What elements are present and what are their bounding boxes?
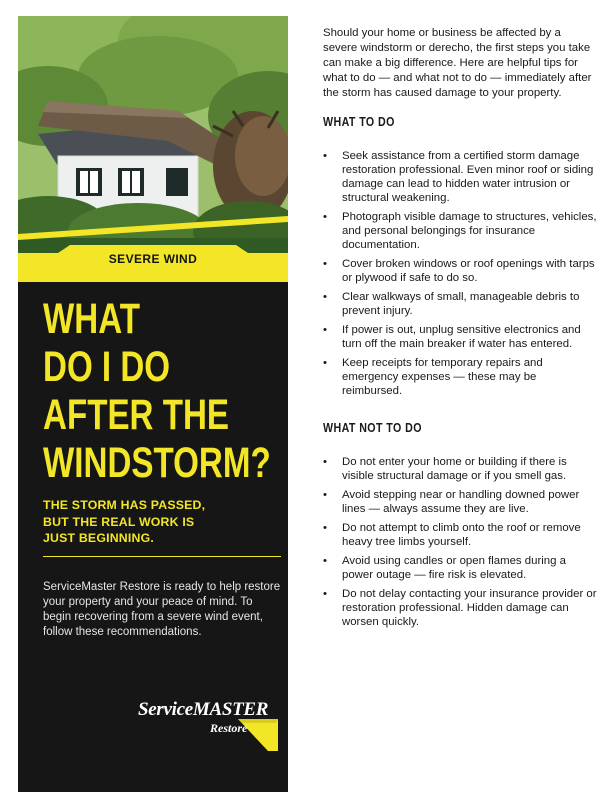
servicemaster-restore-logo <box>118 699 288 759</box>
list-item: • Avoid using candles or open flames during a power outage — fire risk is elevated. <box>323 555 566 581</box>
bullet-icon: • <box>323 456 327 468</box>
bullet-icon: • <box>323 357 327 369</box>
headline <box>43 296 271 488</box>
list-item: • Clear walkways of small, manageable debris to prevent injury. <box>323 291 580 317</box>
bullet-icon: • <box>323 211 327 223</box>
headline-line: WHAT <box>43 296 140 343</box>
subheadline-line: BUT THE REAL WORK IS <box>43 514 195 529</box>
bullet-icon: • <box>323 522 327 534</box>
bullet-icon: • <box>323 291 327 303</box>
headline-line: AFTER THE <box>43 392 230 439</box>
category-label: SEVERE WIND <box>108 252 198 266</box>
bullet-icon: • <box>323 258 327 270</box>
what-not-to-do-heading: WHAT NOT TO DO <box>323 420 422 435</box>
what-not-to-do-list <box>323 455 598 629</box>
left-panel <box>18 16 288 792</box>
what-to-do-heading: WHAT TO DO <box>323 114 395 129</box>
subheadline-line: THE STORM HAS PASSED, <box>43 498 206 512</box>
list-item: • Do not delay contacting your insurance provider or restoration professional. Hidden damage can worsen quickly. <box>323 588 597 628</box>
list-item: • Seek assistance from a certified storm damage restoration professional. Even minor roof or siding damage can lead to hidden water intrusion or structural weakening. <box>323 150 594 204</box>
left-intro-text: ServiceMaster Restore is ready to help restore your property and your peace of mind. To begin recovering from a severe wind event, follow these recommendations. <box>43 581 281 638</box>
headline-line: WINDSTORM? <box>43 440 271 487</box>
logo-subword: Restore <box>210 721 248 735</box>
fallen-tree-house-photo <box>18 16 288 268</box>
list-item: • Photograph visible damage to structures, vehicles, and personal belongings for insurance documentation. <box>323 211 597 251</box>
bullet-icon: • <box>323 150 327 162</box>
what-to-do-list <box>323 149 598 398</box>
divider <box>43 556 281 557</box>
list-item: • Do not enter your home or building if there is visible structural damage or if you smell gas. <box>323 456 567 482</box>
subheadline-line: JUST BEGINNING. <box>43 531 154 545</box>
list-item: • Avoid stepping near or handling downed power lines — always assume they are live. <box>323 489 580 515</box>
intro-paragraph: Should your home or business be affected by a severe windstorm or derecho, the first steps you take can make a big difference. Here are helpful tips for what to do — and what not to do — immediately after the storm has caused damage to your property. <box>323 27 592 99</box>
list-item: • Cover broken windows or roof openings with tarps or plywood if safe to do so. <box>323 258 595 284</box>
headline-line: DO I DO <box>43 344 171 391</box>
right-column <box>323 26 598 634</box>
bullet-icon: • <box>323 324 327 336</box>
subheadline <box>43 497 278 547</box>
list-item: • Do not attempt to climb onto the roof or remove heavy tree limbs yourself. <box>323 522 581 548</box>
list-item: • If power is out, unplug sensitive electronics and turn off the main breaker if water has entered. <box>323 324 581 350</box>
bullet-icon: • <box>323 489 327 501</box>
bullet-icon: • <box>323 555 327 567</box>
logo-wordmark: ServiceMASTER <box>138 699 269 720</box>
bullet-icon: • <box>323 588 327 600</box>
list-item: • Keep receipts for temporary repairs and emergency expenses — these may be reimbursed. <box>323 357 543 397</box>
